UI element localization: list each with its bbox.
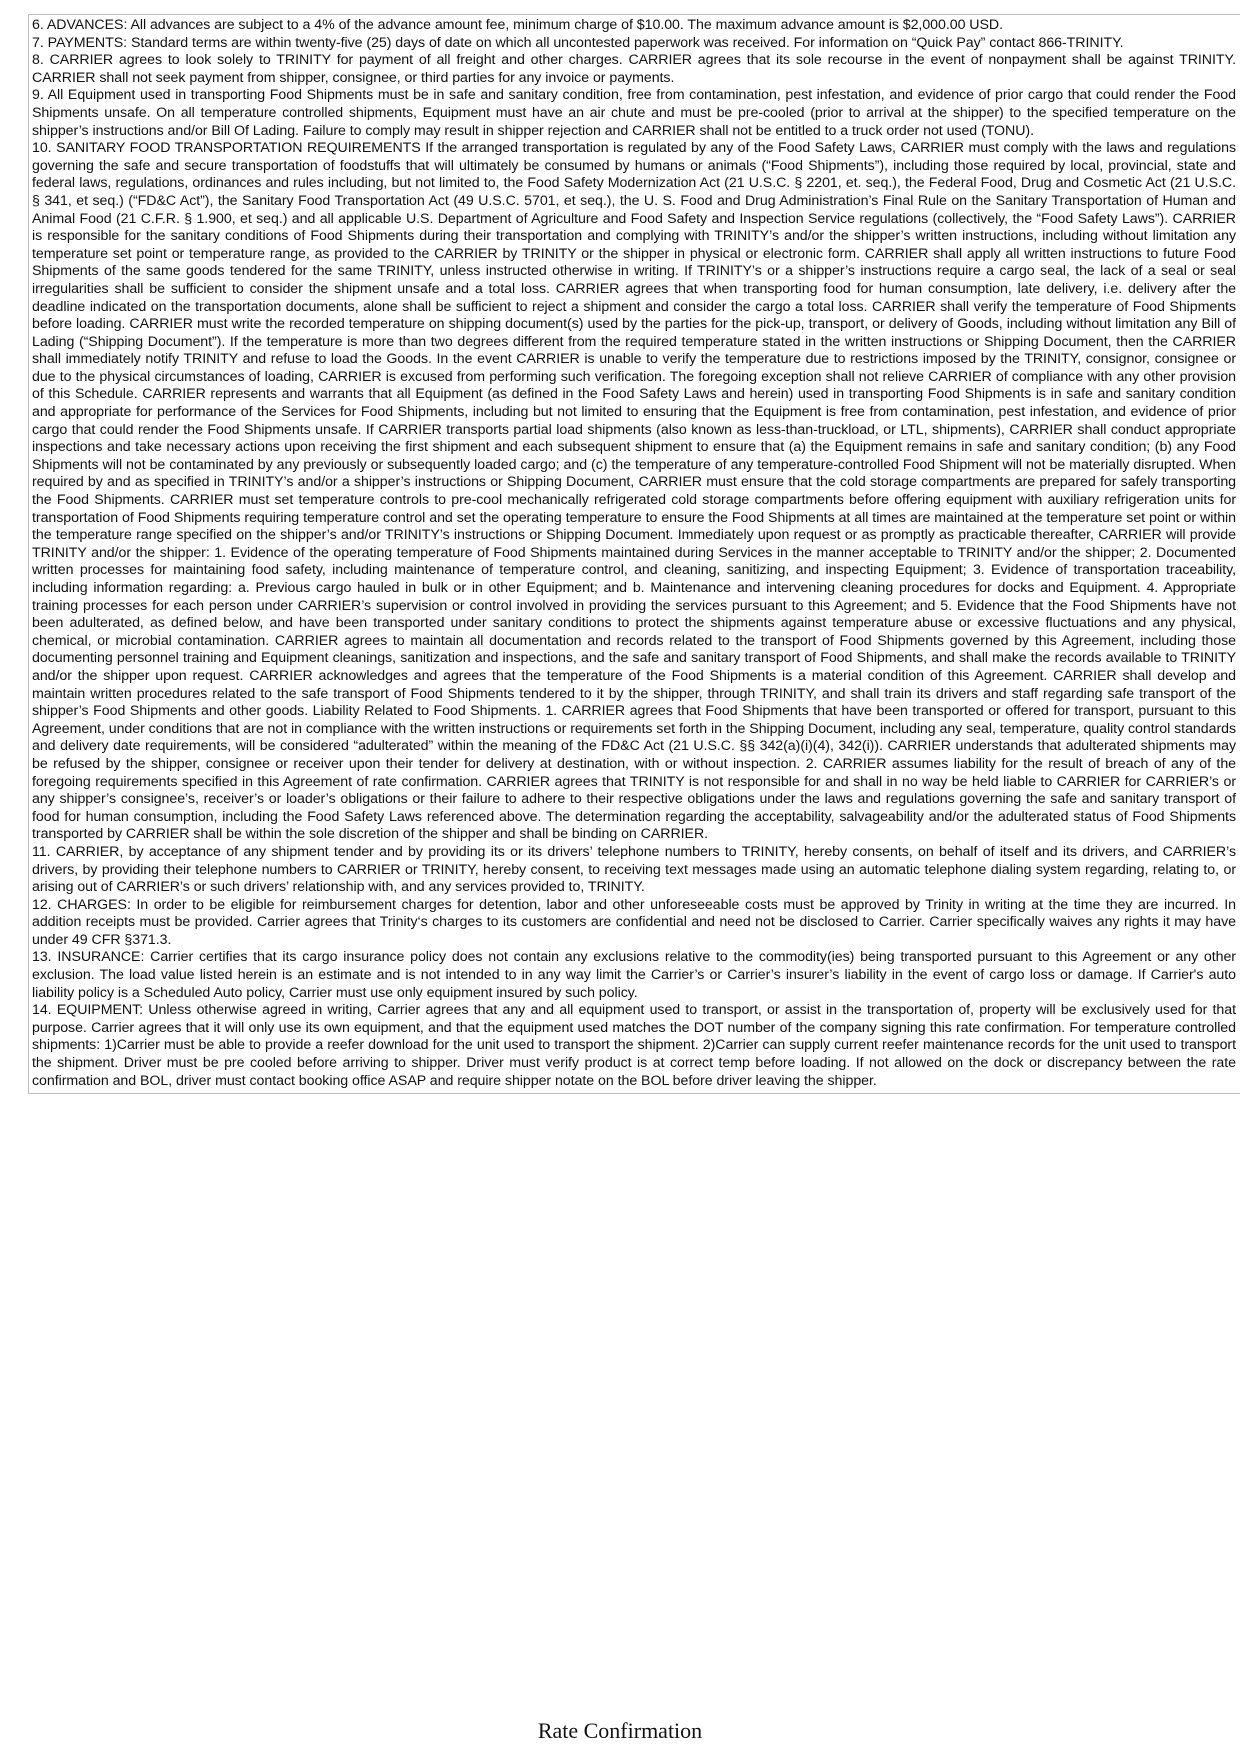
clause-payment-recourse: 8. CARRIER agrees to look solely to TRINITY for payment of all freight and other charges. CARRIER agrees that its sole recourse in the event of nonpayment shall be against TRINITY. CARRIER shall not seek payment from shipper, consignee, or third parties for any invoice or payments.	[32, 52, 1236, 86]
clause-payments: 7. PAYMENTS: Standard terms are within twenty-five (25) days of date on which all uncontested paperwork was received. For information on “Quick Pay” contact 866-TRINITY.	[32, 34, 1124, 51]
clause-charges: 12. CHARGES: In order to be eligible for reimbursement charges for detention, labor and other unforeseeable costs must be approved by Trinity in writing at the time they are incurred. In addition receipts must be provided. Carrier agrees that Trinity‘s charges to its customers are confidential and need not be disclosed to Carrier. Carrier specifically waives any rights it may have under 49 CFR §371.3.	[32, 896, 1236, 948]
clause-equipment: 14. EQUIPMENT: Unless otherwise agreed in writing, Carrier agrees that any and all equipment used to transport, or assist in the transportation of, property will be exclusively used for that purpose. Carrier agrees that it will only use its own equipment, and that the equipment used matches the DOT number of the company signing this rate confirmation. For temperature controlled shipments: 1)Carrier must be able to provide a reefer download for the unit used to transport the shipment. 2)Carrier can supply current reefer maintenance records for the unit used to transport the shipment. Driver must be pre cooled before arriving to shipper. Driver must verify product is at correct temp before loading. If not allowed on the dock or discrepancy between the rate confirmation and BOL, driver must contact booking office ASAP and require shipper notate on the BOL before driver leaving the shipper.	[32, 1002, 1236, 1089]
clause-text-message-consent: 11. CARRIER, by acceptance of any shipment tender and by providing its or its drivers’ telephone numbers to TRINITY, hereby consents, on behalf of itself and its drivers, and CARRIER’s drivers, by providing their telephone numbers to CARRIER or TRINITY, hereby consent, to receiving text messages made using an automatic telephone dialing system regarding, relating to, or arising out of CARRIER’s or such drivers’ relationship with, and any services provided to, TRINITY.	[32, 843, 1236, 896]
clause-sanitary-food-transportation: 10. SANITARY FOOD TRANSPORTATION REQUIREMENTS If the arranged transportation is regulated by any of the Food Safety Laws, CARRIER must comply with the laws and regulations governing the safe and secure transportation of foodstuffs that will ultimately be consumed by humans or animals (“Food Shipments”), including those required by local, provincial, state and federal laws, regulations, ordinances and rules including, but not limited to, the Food Safety Modernization Act (21 U.S.C. § 2201, et. seq.), the Federal Food, Drug and Cosmetic Act (21 U.S.C. § 341, et seq.) (“FD&C Act”), the Sanitary Food Transportation Act (49 U.S.C. 5701, et seq.), the U. S. Food and Drug Administration’s Final Rule on the Sanitary Transportation of Human and Animal Food (21 C.F.R. § 1.900, et seq.) and all applicable U.S. Department of Agriculture and Food Safety and Inspection Service regulations (collectively, the “Food Safety Laws”). CARRIER is responsible for the sanitary conditions of Food Shipments during their transportation and complying with TRINITY’s and/or the shipper’s written instructions, including without limitation any temperature set point or temperature range, as provided to the CARRIER by TRINITY or the shipper in physical or electronic form. CARRIER shall apply all written instructions to future Food Shipments of the same goods tendered for the same TRINITY, unless instructed otherwise in writing. If TRINITY’s or a shipper’s instructions require a cargo seal, the lack of a seal or seal irregularities shall be sufficient to consider the shipment unsafe and a total loss. CARRIER agrees that when transporting food for human consumption, late delivery, i.e. delivery after the deadline indicated on the transportation documents, alone shall be sufficient to reject a shipment and consider the cargo a total loss. CARRIER shall verify the temperature of Food Shipments before loading. CARRIER must write the recorded temperature on shipping document(s) used by the parties for the pick-up, transport, or delivery of Goods, including without limitation any Bill of Lading (“Shipping Document”). If the temperature is more than two degrees different from the required temperature stated in the written instructions or Shipping Document, then the CARRIER shall immediately notify TRINITY and refuse to load the Goods. In the event CARRIER is unable to verify the temperature due to restrictions imposed by the TRINITY, consignor, consignee or due to the physical circumstances of loading, CARRIER is excused from performing such verification. The foregoing exception shall not relieve CARRIER of compliance with any other provision of this Schedule. CARRIER represents and warrants that all Equipment (as defined in the Food Safety Laws and herein) used in transporting Food Shipments is in safe and sanitary condition and appropriate for performance of the Services for Food Shipments, including but not limited to ensuring that the Equipment is free from contamination, pest infestation, and evidence of prior cargo that could render the Food Shipments unsafe. If CARRIER transports partial load shipments (also known as less-than-truckload, or LTL, shipments), CARRIER shall conduct appropriate inspections and take necessary actions upon receiving the first shipment and each subsequent shipment to ensure that (a) the Equipment remains in safe and sanitary condition; (b) any Food Shipments will not be contaminated by any previously or subsequently loaded cargo; and (c) the temperature of any temperature-controlled Food Shipment will not be materially disrupted. When required by and as specified in TRINITY’s and/or a shipper’s instructions or Shipping Document, CARRIER must ensure that the cold storage compartments are prepared for safely transporting the Food Shipments. CARRIER must set temperature controls to pre-cool mechanically refrigerated cold storage compartments before offering equipment with auxiliary refrigeration units for transportation of Food Shipments requiring temperature control and set the operating temperature to ensure the Food Shipments at all times are maintained at the temperature set point or within the temperature range specified on the shipper’s and/or TRINITY’s instructions or Shipping Document. Immediately upon request or as promptly as practicable thereafter, CARRIER will provide TRINITY and/or the shipper: 1. Evidence of the operating temperature of Food Shipments maintained during Services in the manner acceptable to TRINITY and/or the shipper; 2. Documented written processes for maintaining food safety, including maintenance of temperature control, and cleaning, sanitizing, and inspecting Equipment; 3. Evidence of transportation traceability, including information regarding: a. Previous cargo hauled in bulk or in other Equipment; and b. Maintenance and intervening cleaning procedures for docks and Equipment. 4. Appropriate training processes for each person under CARRIER’s supervision or control involved in providing the services pursuant to this Agreement; and 5. Evidence that the Food Shipments have not been adulterated, as defined below, and have been transported under sanitary conditions to protect the shipments against temperature abuse or excessive fluctuations and any physical, chemical, or microbial contamination. CARRIER agrees to maintain all documentation and records related to the transport of Food Shipments governed by this Agreement, including those documenting personnel training and Equipment cleanings, sanitization and inspections, and the safe and sanitary transport of Food Shipments, and shall make the records available to TRINITY and/or the shipper upon request. CARRIER acknowledges and agrees that the temperature of the Food Shipments is a material condition of this Agreement. CARRIER shall develop and maintain written procedures related to the safe transport of Food Shipments tendered to it by the shipper, through TRINITY, and shall train its drivers and staff regarding safe transport of the shipper’s Food Shipments and other goods. Liability Related to Food Shipments. 1. CARRIER agrees that Food Shipments that have been transported or offered for transport, pursuant to this Agreement, under conditions that are not in compliance with the written instructions or requirements set forth in the Shipping Document, including any seal, temperature, quality control standards and delivery date requirements, will be considered “adulterated” within the meaning of the FD&C Act (21 U.S.C. §§ 342(a)(i)(4), 342(i)). CARRIER understands that adulterated shipments may be refused by the shipper, consignee or receiver upon their tender for delivery at destination, with or without inspection. 2. CARRIER assumes liability for the result of breach of any of the foregoing requirements specified in this Agreement of rate confirmation. CARRIER agrees that TRINITY is not responsible for and shall in no way be held liable to CARRIER for CARRIER’s or any shipper’s consignee’s, receiver’s or loader’s obligations or their failure to adhere to their respective obligations under the laws and regulations governing the safe and sanitary transport of food for human consumption, including the Food Safety Laws referenced above. The determination regarding the acceptability, salvageability and/or the adulterated status of Food Shipments transported by CARRIER shall be within the sole discretion of the shipper and shall be binding on CARRIER.	[32, 140, 1236, 843]
terms-and-conditions-box	[28, 14, 1240, 1094]
clause-insurance: 13. INSURANCE: Carrier certifies that its cargo insurance policy does not contain any exclusions relative to the commodity(ies) being transported pursuant to this Agreement or any other exclusion. The load value listed herein is an estimate and is not intended to in any way limit the Carrier’s or Carrier’s insurer’s liability in the event of cargo loss or damage. If Carrier's auto liability policy is a Scheduled Auto policy, Carrier must use only equipment insured by such policy.	[32, 949, 1236, 1001]
clause-advances: 6. ADVANCES: All advances are subject to a 4% of the advance amount fee, minimum charge of $10.00. The maximum advance amount is $2,000.00 USD.	[32, 17, 1004, 33]
page-footer-title: Rate Confirmation	[537, 1718, 703, 1743]
clause-equipment-condition: 9. All Equipment used in transporting Food Shipments must be in safe and sanitary condition, free from contamination, pest infestation, and evidence of prior cargo that could render the Food Shipments unsafe. On all temperature controlled shipments, Equipment must have an air chute and must be pre-cooled (prior to arrival at the shipper) to the specified temperature on the shipper’s instructions and/or Bill Of Lading. Failure to comply may result in shipper rejection and CARRIER shall not be entitled to a truck order not used (TONU).	[32, 87, 1236, 139]
